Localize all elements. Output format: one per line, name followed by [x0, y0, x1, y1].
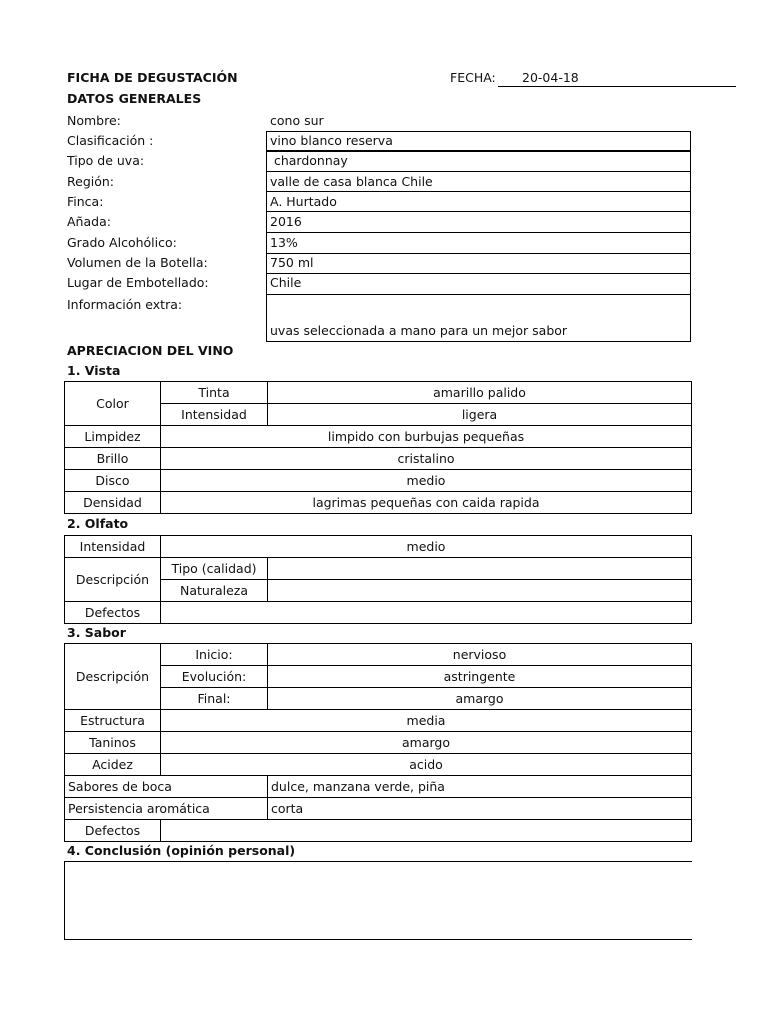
- sabor-taninos-value[interactable]: amargo: [161, 732, 692, 754]
- value-nombre[interactable]: cono sur: [270, 113, 324, 128]
- table-row: [65, 710, 692, 732]
- vista-tinta-label: Tinta: [161, 382, 268, 404]
- sabor-estructura-value[interactable]: media: [161, 710, 692, 732]
- vista-limpidez-value[interactable]: limpido con burbujas pequeñas: [161, 426, 692, 448]
- table-row: [65, 754, 692, 776]
- olfato-descripcion-label: Descripción: [65, 558, 161, 602]
- olfato-tipo-value[interactable]: [268, 558, 692, 580]
- table-row: [65, 798, 692, 820]
- vista-table: [64, 381, 692, 514]
- vista-densidad-label: Densidad: [65, 492, 161, 514]
- label-volumen: Volumen de la Botella:: [67, 255, 208, 270]
- table-row: [65, 732, 692, 754]
- table-row: [65, 558, 692, 580]
- sabor-table: [64, 643, 692, 842]
- value-lugar: Chile: [270, 275, 302, 290]
- table-row: [65, 448, 692, 470]
- sabor-inicio-value[interactable]: nervioso: [268, 644, 692, 666]
- field-volumen[interactable]: [266, 253, 691, 274]
- olfato-intensidad-value[interactable]: medio: [161, 536, 692, 558]
- value-clasificacion: vino blanco reserva: [270, 133, 393, 148]
- sabor-persistencia-value[interactable]: corta: [268, 798, 692, 820]
- vista-limpidez-label: Limpidez: [65, 426, 161, 448]
- vista-densidad-value[interactable]: lagrimas pequeñas con caida rapida: [161, 492, 692, 514]
- apreciacion-heading: APRECIACION DEL VINO: [67, 343, 234, 358]
- label-lugar: Lugar de Embotellado:: [67, 275, 209, 290]
- table-row: [65, 776, 692, 798]
- sabor-evolucion-value[interactable]: astringente: [268, 666, 692, 688]
- olfato-defectos-label: Defectos: [65, 602, 161, 624]
- label-info-extra: Información extra:: [67, 297, 183, 312]
- olfato-tipo-label: Tipo (calidad): [161, 558, 268, 580]
- value-tipo-uva: chardonnay: [270, 153, 348, 168]
- sabor-sabores-label: Sabores de boca: [65, 776, 268, 798]
- value-info-extra: uvas seleccionada a mano para un mejor sabor: [270, 323, 568, 338]
- olfato-naturaleza-label: Naturaleza: [161, 580, 268, 602]
- conclusion-heading: 4. Conclusión (opinión personal): [67, 843, 296, 858]
- label-anada: Añada:: [67, 214, 111, 229]
- value-volumen: 750 ml: [270, 255, 314, 270]
- olfato-intensidad-label: Intensidad: [65, 536, 161, 558]
- general-heading: DATOS GENERALES: [67, 91, 202, 106]
- label-clasificacion: Clasificación :: [67, 133, 154, 148]
- sabor-defectos-value[interactable]: [161, 820, 692, 842]
- olfato-naturaleza-value[interactable]: [268, 580, 692, 602]
- sabor-persistencia-label: Persistencia aromática: [65, 798, 268, 820]
- sabor-final-value[interactable]: amargo: [268, 688, 692, 710]
- sabor-acidez-value[interactable]: acido: [161, 754, 692, 776]
- value-finca: A. Hurtado: [270, 194, 337, 209]
- sabor-heading: 3. Sabor: [67, 625, 126, 640]
- table-row: [65, 602, 692, 624]
- sabor-acidez-label: Acidez: [65, 754, 161, 776]
- olfato-table: [64, 535, 692, 624]
- label-grado: Grado Alcohólico:: [67, 235, 177, 250]
- sabor-final-label: Final:: [161, 688, 268, 710]
- fecha-label-text: FECHA:: [450, 70, 496, 85]
- table-row: [65, 536, 692, 558]
- vista-brillo-value[interactable]: cristalino: [161, 448, 692, 470]
- sabor-taninos-label: Taninos: [65, 732, 161, 754]
- vista-tinta-value[interactable]: amarillo palido: [268, 382, 692, 404]
- vista-heading: 1. Vista: [67, 363, 121, 378]
- table-row: [65, 426, 692, 448]
- vista-intensidad-label: Intensidad: [161, 404, 268, 426]
- value-anada: 2016: [270, 214, 302, 229]
- conclusion-field[interactable]: [64, 861, 692, 940]
- field-anada[interactable]: [266, 211, 691, 233]
- value-grado: 13%: [270, 235, 298, 250]
- sabor-defectos-label: Defectos: [65, 820, 161, 842]
- label-nombre: Nombre:: [67, 113, 121, 128]
- label-tipo-uva: Tipo de uva:: [67, 153, 145, 168]
- table-row: [65, 644, 692, 666]
- sabor-estructura-label: Estructura: [65, 710, 161, 732]
- field-lugar[interactable]: [266, 273, 691, 295]
- vista-intensidad-value[interactable]: ligera: [268, 404, 692, 426]
- vista-disco-label: Disco: [65, 470, 161, 492]
- vista-disco-value[interactable]: medio: [161, 470, 692, 492]
- olfato-heading: 2. Olfato: [67, 516, 129, 531]
- sabor-sabores-value[interactable]: dulce, manzana verde, piña: [268, 776, 692, 798]
- sheet-title: FICHA DE DEGUSTACIÓN: [67, 70, 238, 85]
- vista-brillo-label: Brillo: [65, 448, 161, 470]
- table-row: [65, 382, 692, 404]
- fecha-label: [450, 70, 579, 86]
- value-region: valle de casa blanca Chile: [270, 174, 433, 189]
- sabor-inicio-label: Inicio:: [161, 644, 268, 666]
- table-row: [65, 470, 692, 492]
- field-grado[interactable]: [266, 232, 691, 254]
- olfato-defectos-value[interactable]: [161, 602, 692, 624]
- label-finca: Finca:: [67, 194, 104, 209]
- table-row: [65, 492, 692, 514]
- table-row: [65, 820, 692, 842]
- vista-color-label: Color: [65, 382, 161, 426]
- label-region: Región:: [67, 174, 115, 189]
- fecha-value[interactable]: 20-04-18: [522, 70, 579, 85]
- sabor-descripcion-label: Descripción: [65, 644, 161, 710]
- sabor-evolucion-label: Evolución:: [161, 666, 268, 688]
